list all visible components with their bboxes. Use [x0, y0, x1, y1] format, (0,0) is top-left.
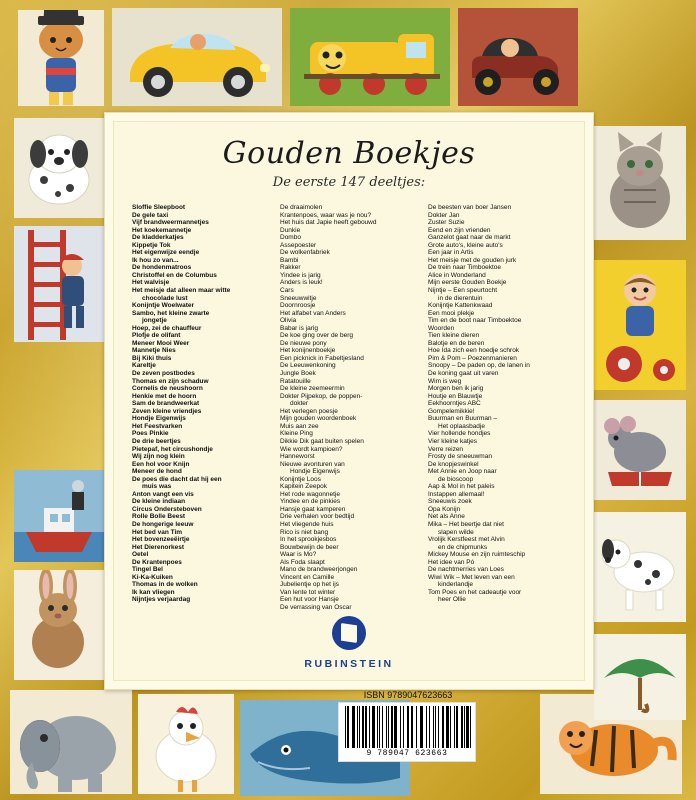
- book-title-item: Dunkie: [280, 226, 301, 234]
- book-title-item: De kladderkatjes: [132, 234, 184, 242]
- book-title-item: Het walvisje: [132, 279, 170, 287]
- book-title-item: Christoffel en de Columbus: [132, 271, 217, 279]
- book-title-item: De beesten van boer Jansen: [428, 204, 512, 211]
- book-title-item: Ik kan vliegen: [132, 588, 175, 596]
- book-title-item: Thomas in de wolken: [132, 581, 198, 589]
- book-title-item: De verrassing van Oscar: [280, 603, 352, 611]
- isbn-text: ISBN 9789047623663: [363, 690, 453, 700]
- book-title-item: De nachtmerries van Loes: [428, 566, 504, 574]
- book-title-item: muis was: [142, 483, 172, 491]
- book-title-item: Het verlegen poesje: [280, 407, 338, 415]
- book-title-item: Een picknick in Fabeltjesland: [280, 354, 364, 362]
- title-list-panel: [104, 112, 594, 690]
- book-title-item: Het huis dat Japie heeft gebouwd: [280, 219, 377, 227]
- book-title-item: Het meisje dat alleen maar witte: [132, 287, 231, 295]
- book-title-item: Pietepaf, het circushondje: [132, 445, 213, 453]
- book-title-item: Wie wordt kampioen?: [280, 445, 343, 453]
- book-title-item: chocolade lust: [142, 294, 188, 302]
- title-columns: [132, 204, 570, 612]
- book-title-item: De Leeuwenkoning: [280, 362, 336, 370]
- book-title-item: Anton vangt een vis: [132, 490, 194, 498]
- book-title-item: Tingel Bel: [132, 566, 163, 574]
- book-title-item: Kleine Ping: [280, 430, 313, 438]
- book-title-item: Het konijnenboekje: [280, 347, 336, 355]
- book-title-item: De draaimolen: [280, 204, 323, 211]
- book-title-item: Snoopy – De paden op, de lanen in: [428, 362, 530, 370]
- book-title-item: Eekhoorntjes ABC: [428, 400, 481, 408]
- book-title-item: Rakker: [280, 264, 301, 272]
- book-title-item: Konijntje Woelwater: [132, 302, 194, 310]
- book-title-item: Olivia: [280, 317, 297, 325]
- illustration-boy-on-tricycle: [594, 260, 686, 390]
- book-title-item: Net als Anne: [428, 513, 465, 521]
- book-title-item: Het alfabet van Anders: [280, 309, 346, 317]
- book-title-item: Wim is weg: [428, 377, 462, 385]
- title-list-1: [132, 204, 274, 604]
- book-title-item: Zeven kleine vriendjes: [132, 407, 202, 415]
- book-title-item: Assepoester: [280, 241, 317, 249]
- book-title-item: Thomas en zijn schaduw: [132, 377, 209, 385]
- book-title-item: Rolle Bolle Beest: [132, 513, 186, 521]
- book-title-item: Woorden: [428, 324, 455, 332]
- book-title-item: Yindee en de pinkies: [280, 498, 341, 506]
- book-title-item: Het idee van Pó: [428, 558, 475, 566]
- book-title-item: Het vliegende huis: [280, 520, 334, 528]
- rubinstein-mark-icon: [332, 616, 366, 650]
- book-title-item: Morgen ben ik jarig: [428, 385, 484, 393]
- book-title-item: Vier kleine katjes: [428, 437, 478, 445]
- illustration-green-umbrella: [594, 634, 686, 720]
- book-title-item: Kareltje: [132, 362, 156, 370]
- book-title-item: Mijn gouden woordenboek: [280, 415, 357, 423]
- book-title-item: Drie verhalen voor bedtijd: [280, 513, 355, 521]
- book-title-item: Een hol voor Knijn: [132, 460, 190, 468]
- book-title-item: De kleine indiaan: [132, 498, 186, 506]
- book-title-item: Konijntje Kattenkwaad: [428, 302, 493, 310]
- book-title-item: Het oplaasbadje: [438, 422, 485, 430]
- book-title-item: De hongerige leeuw: [132, 520, 194, 528]
- book-title-item: Oetel: [132, 551, 149, 559]
- book-title-item: dokter: [290, 400, 309, 408]
- book-title-item: in de dierentuin: [438, 294, 483, 302]
- book-title-item: Sam de brandweerkat: [132, 400, 200, 408]
- book-title-item: Het meisje met de gouden jurk: [428, 256, 517, 264]
- book-title-item: Meneer de hond: [132, 468, 182, 476]
- book-title-item: Pim & Pom – Poezenmanieren: [428, 354, 517, 362]
- book-title-item: Mannetje Nies: [132, 347, 176, 355]
- book-title-item: Het Feestvarken: [132, 422, 183, 430]
- book-title-item: De trein naar Timboektoe: [428, 264, 501, 272]
- book-title-item: Kippetje Tok: [132, 241, 171, 249]
- book-title-item: Mika – Het beertje dat niet: [428, 520, 504, 528]
- book-title-item: Het koekemannetje: [132, 226, 192, 234]
- book-title-item: De koe ging over de berg: [280, 332, 353, 340]
- book-title-item: Een jaar in Artis: [428, 249, 474, 257]
- book-title-item: Nijntjes verjaardag: [132, 596, 191, 604]
- book-title-item: De wolkenfabriek: [280, 249, 330, 257]
- book-title-item: Yindee is jarig: [280, 271, 321, 279]
- book-title-item: Het eigenwijze eendje: [132, 249, 200, 257]
- illustration-tabby-kitten: [594, 126, 686, 240]
- book-title-item: De Krantenpoes: [132, 558, 182, 566]
- book-title-item: De nieuwe pony: [280, 339, 327, 347]
- illustration-mouse-reading-book: [594, 400, 686, 500]
- book-title-item: De poes die dacht dat hij een: [132, 475, 222, 483]
- book-title-item: Balotje en de beren: [428, 339, 485, 347]
- book-title-item: Een hut voor Hansje: [280, 596, 339, 604]
- book-title-item: Doornroosje: [280, 302, 316, 310]
- book-title-item: Bouwbewijn de beer: [280, 543, 339, 551]
- book-title-item: Hanneworst: [280, 453, 315, 461]
- book-title-item: Plofje de olifant: [132, 332, 181, 340]
- illustration-brown-rabbit: [14, 570, 104, 680]
- book-title-item: Cornelis de neushoorn: [132, 385, 203, 393]
- title-column-2: [280, 204, 422, 612]
- book-title-item: Poes Pinkie: [132, 430, 169, 438]
- book-title-item: Het Dierenorkest: [132, 543, 185, 551]
- book-title-item: Aap & Mol in het paleis: [428, 483, 495, 491]
- book-title-item: Sneeuwwitje: [280, 294, 317, 302]
- publisher-logo: [114, 616, 584, 670]
- title-column-1: [132, 204, 274, 612]
- book-title-item: Mijn eerste Gouden Boekje: [428, 279, 507, 287]
- book-title-item: Instappen allemaal!: [428, 490, 485, 498]
- barcode-number: 9 789047 623663: [366, 749, 448, 758]
- book-title-item: Dokter Jan: [428, 211, 460, 219]
- book-title-item: Met Annie en Joop naar: [428, 468, 497, 476]
- book-title-item: Sloffie Sleepboot: [132, 204, 186, 211]
- illustration-dalmatian-dog-standing: [594, 512, 686, 622]
- publisher-name: RUBINSTEIN: [304, 658, 394, 670]
- book-title-item: Bambi: [280, 256, 299, 264]
- book-title-item: De hondenmatroos: [132, 264, 192, 272]
- book-title-item: de bioscoop: [438, 475, 474, 483]
- page-subtitle: De eerste 147 deeltjes:: [272, 175, 426, 190]
- illustration-vintage-car-with-driver: [458, 8, 578, 106]
- book-title-item: Vrolijk Kerstfeest met Alvin: [428, 536, 505, 544]
- book-title-item: De drie beertjes: [132, 437, 181, 445]
- book-title-item: Ik hou zo van...: [132, 256, 179, 264]
- book-title-item: Gompelemikkie!: [428, 407, 475, 415]
- illustration-yellow-train-engine: [290, 8, 450, 106]
- book-title-item: Circus Ondersteboven: [132, 505, 202, 513]
- book-title-item: Wiwi Wik – Met leven van een: [428, 573, 515, 581]
- book-title-item: en de chipmunks: [438, 543, 488, 551]
- book-title-item: Muis aan zee: [280, 422, 319, 430]
- book-title-item: De zeven postbodes: [132, 370, 195, 378]
- book-title-item: Frosty de sneeuwman: [428, 453, 492, 461]
- illustration-red-tugboat: [14, 470, 104, 562]
- book-title-item: Verre reizen: [428, 445, 464, 453]
- book-title-item: Sambo, het kleine zwarte: [132, 309, 210, 317]
- book-title-item: Waar is Mo?: [280, 551, 317, 559]
- book-title-item: Ganzelot gaat naar de markt: [428, 234, 511, 242]
- book-title-item: In het sprookjesbos: [280, 536, 337, 544]
- illustration-white-chicken: [138, 694, 234, 794]
- book-title-item: Grote auto's, kleine auto's: [428, 241, 503, 249]
- barcode-bars: [345, 706, 469, 748]
- book-title-item: Het bovenzeeëirtje: [132, 536, 190, 544]
- book-title-item: Kapitein Zeepok: [280, 483, 327, 491]
- book-title-item: Mano de brandweerjongen: [280, 566, 358, 574]
- book-title-item: Vijf brandweermannetjes: [132, 219, 209, 227]
- book-title-item: Dombo: [280, 234, 301, 242]
- book-title-item: Henkie met de hoorn: [132, 392, 197, 400]
- book-title-item: Zuster Suzie: [428, 219, 465, 227]
- barcode-block: [338, 690, 478, 762]
- illustration-firefighter-on-ladder: [14, 226, 104, 342]
- book-title-item: Bij Kiki thuis: [132, 354, 172, 362]
- book-title-item: Hoep, zei de chauffeur: [132, 324, 202, 332]
- title-list-3: [428, 204, 570, 604]
- book-title-item: Het rode wagonnetje: [280, 490, 340, 498]
- book-title-item: Opa Konijn: [428, 505, 461, 513]
- book-title-item: De koning gaat uit varen: [428, 370, 499, 378]
- barcode-image: [338, 702, 476, 762]
- book-title-item: Dokter Pijpekop, de poppen-: [280, 392, 363, 400]
- book-title-item: Jubelientje op het ijs: [280, 581, 339, 589]
- book-title-item: Anders is leuk!: [280, 279, 323, 287]
- book-title-item: Babar is jarig: [280, 324, 318, 332]
- book-title-item: heer Ollie: [438, 596, 466, 604]
- illustration-dalmatian-puppy: [14, 118, 104, 218]
- book-title-item: Tom Poes en het cadeautje voor: [428, 588, 522, 596]
- illustration-grey-elephant: [10, 690, 132, 794]
- book-title-item: Houtje en Blauwtje: [428, 392, 483, 400]
- book-title-item: Ki-Ka-Kuiken: [132, 573, 173, 581]
- book-title-item: Het bed van Tim: [132, 528, 183, 536]
- book-title-item: Dikkie Dik gaat buiten spelen: [280, 437, 364, 445]
- book-title-item: Hoe Ida zich een hoedje schrok: [428, 347, 520, 355]
- book-title-item: Hondje Eigenwijs: [132, 415, 186, 423]
- book-title-item: Alice in Wonderland: [428, 271, 486, 279]
- book-title-item: Nieuwe avonturen van: [280, 460, 345, 468]
- book-title-item: Hansje gaat kamperen: [280, 505, 346, 513]
- book-title-item: Eend en zijn vrienden: [428, 226, 491, 234]
- book-title-item: Krantenpoes, waar was je nou?: [280, 211, 372, 219]
- book-title-item: kinderlandje: [438, 581, 474, 589]
- book-title-item: Konijntje Loos: [280, 475, 321, 483]
- page-title: Gouden Boekjes: [222, 136, 476, 171]
- book-title-item: Tien kleine dieren: [428, 332, 480, 340]
- book-title-item: De gele taxi: [132, 211, 169, 219]
- book-title-item: De knopjeswinkel: [428, 460, 479, 468]
- book-title-item: Jungle Boek: [280, 370, 316, 378]
- book-title-item: Als Foda slaapt: [280, 558, 325, 566]
- book-title-item: Cars: [280, 287, 294, 295]
- book-title-item: Hondje Eigenwijs: [290, 468, 340, 476]
- title-column-3: [428, 204, 570, 612]
- book-title-item: Nijntje – Een speurtocht: [428, 287, 498, 295]
- illustration-yellow-car: [112, 8, 282, 106]
- book-title-item: Vier hollende hondjes: [428, 430, 491, 438]
- title-list-2: [280, 204, 422, 612]
- book-title-item: Een mooi plekje: [428, 309, 475, 317]
- book-title-item: Ratatouille: [280, 377, 311, 385]
- book-title-item: jongetje: [142, 317, 167, 325]
- book-title-item: Meneer Mooi Weer: [132, 339, 190, 347]
- illustration-cat-in-blue-suit: [18, 10, 104, 106]
- book-title-item: De kleine zeemeermin: [280, 385, 345, 393]
- book-title-item: Sneeuwis zoek: [428, 498, 472, 506]
- book-title-item: Rico is niet bang: [280, 528, 329, 536]
- book-title-item: Mickey Mouse en zijn ruimteschip: [428, 551, 526, 559]
- book-title-item: Tim en de boot naar Timboektoe: [428, 317, 522, 325]
- book-title-item: Buurman en Buurman –: [428, 415, 498, 423]
- book-title-item: slapen wilde: [438, 528, 474, 536]
- book-title-item: Vincent en Camille: [280, 573, 335, 581]
- book-title-item: Van lente tot winter: [280, 588, 336, 596]
- book-title-item: Wij zijn nog klein: [132, 453, 185, 461]
